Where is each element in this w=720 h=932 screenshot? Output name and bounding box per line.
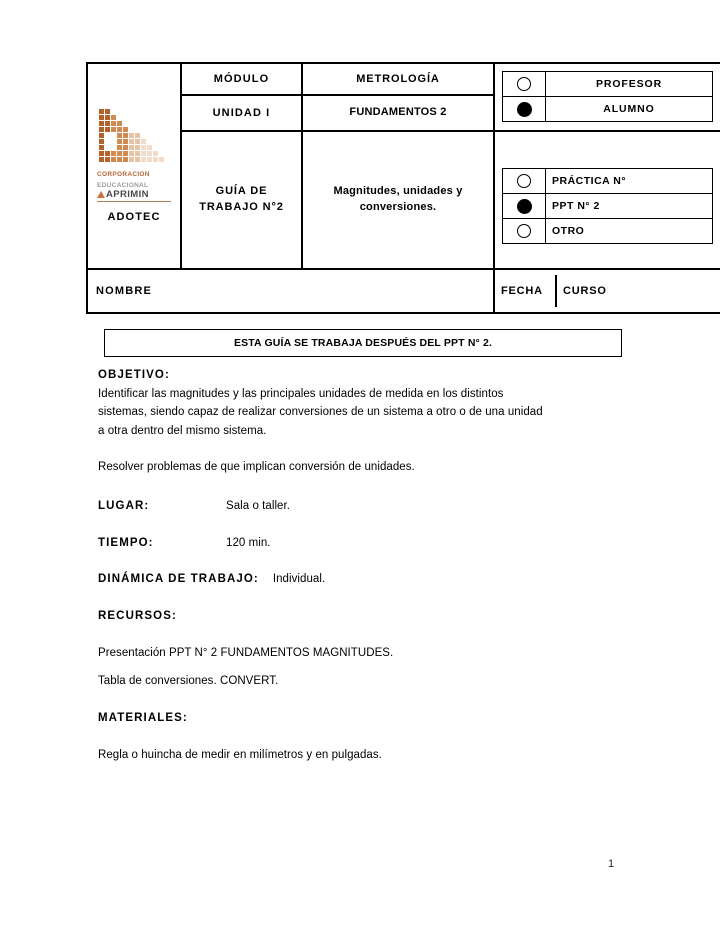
option-label-otro: OTRO — [546, 219, 713, 244]
fecha-curso-table — [495, 275, 720, 307]
spacer-after-objetivo — [98, 441, 658, 458]
audience-options-box — [502, 71, 713, 122]
logo-wordmark — [97, 168, 171, 202]
field-tiempo-key: TIEMPO: — [98, 536, 154, 549]
radio-cell-otro[interactable] — [503, 219, 546, 244]
spacer-recursos-items — [98, 662, 658, 672]
value-metrologia: METROLOGÍA — [302, 63, 494, 95]
option-row-ppt[interactable] — [503, 194, 713, 219]
field-tiempo-value: 120 min. — [226, 536, 271, 549]
label-unidad: UNIDAD I — [181, 95, 302, 131]
objetivo-line-1: Identificar las magnitudes y las principales unidades de medida en los distintos — [98, 387, 504, 400]
heading-materiales: MATERIALES: — [98, 711, 188, 724]
field-tiempo — [98, 534, 658, 553]
spacer-before-lugar — [98, 476, 658, 497]
option-row-alumno[interactable] — [503, 97, 713, 122]
header-row-modulo — [87, 63, 720, 95]
label-guia-trabajo — [181, 131, 302, 269]
guia-line-1: GUÍA DE — [215, 185, 268, 198]
option-label-alumno: ALUMNO — [546, 97, 713, 122]
field-fecha[interactable]: FECHA — [495, 275, 556, 307]
notice-text: ESTA GUÍA SE TRABAJA DESPUÉS DEL PPT N° 2. — [233, 337, 493, 349]
recursos-item-2: Tabla de conversiones. CONVERT. — [98, 675, 279, 688]
audience-options-cell — [494, 63, 720, 131]
heading-objetivo: OBJETIVO: — [98, 369, 170, 381]
triangle-icon — [97, 191, 105, 198]
logo-line-corporacion: CORPORACION — [97, 171, 150, 179]
logo-line-aprimin: APRIMIN — [97, 190, 171, 202]
spacer-after-materiales-heading — [98, 728, 658, 746]
logo-cell — [87, 63, 181, 269]
header-row-identificacion — [87, 269, 720, 313]
radio-practica-icon[interactable] — [517, 174, 531, 188]
field-dinamica-value: Individual. — [272, 573, 326, 586]
tema-line-2: conversiones. — [359, 201, 437, 213]
radio-cell-profesor[interactable] — [503, 72, 546, 97]
radio-cell-alumno[interactable] — [503, 97, 546, 122]
spacer-before-dinamica — [98, 552, 658, 570]
spacer-before-materiales — [98, 691, 658, 709]
value-guia-tema — [302, 131, 494, 269]
option-row-otro[interactable] — [503, 219, 713, 244]
objetivo-line-3: a otra dentro del mismo sistema. — [98, 424, 267, 437]
header-info-table — [86, 62, 720, 314]
fecha-curso-row — [495, 275, 720, 307]
radio-cell-ppt[interactable] — [503, 194, 546, 219]
field-lugar-key: LUGAR: — [98, 500, 150, 513]
field-dinamica-trabajo — [98, 570, 658, 589]
radio-profesor-icon[interactable] — [517, 77, 531, 91]
radio-alumno-icon[interactable] — [517, 102, 532, 117]
option-label-practica: PRÁCTICA N° — [546, 169, 713, 194]
option-row-practica[interactable] — [503, 169, 713, 194]
spacer-before-tiempo — [98, 516, 658, 534]
value-fundamentos: FUNDAMENTOS 2 — [302, 95, 494, 131]
spacer-before-recursos — [98, 589, 658, 607]
objetivo-paragraph-2: Resolver problemas de que implican conversión de unidades. — [98, 460, 415, 473]
page-number: 1 — [608, 858, 615, 870]
field-curso[interactable]: CURSO — [563, 285, 607, 297]
option-label-profesor: PROFESOR — [546, 72, 713, 97]
options-spacer — [502, 155, 713, 168]
label-modulo: MÓDULO — [181, 63, 302, 95]
option-label-ppt: PPT N° 2 — [546, 194, 713, 219]
header-row-guia — [87, 131, 720, 269]
radio-ppt-icon[interactable] — [517, 199, 532, 214]
field-fecha-curso-wrap — [494, 269, 720, 313]
materiales-item-1: Regla o huincha de medir en milímetros y en pulgadas. — [98, 748, 382, 761]
guia-line-2: TRABAJO N°2 — [199, 201, 284, 213]
spacer-after-recursos-heading — [98, 626, 658, 644]
body-content — [98, 366, 658, 764]
option-row-profesor[interactable] — [503, 72, 713, 97]
logo-line-educacional: EDUCACIONAL — [97, 182, 149, 190]
field-lugar-value: Sala o taller. — [226, 500, 290, 513]
tema-line-1: Magnitudes, unidades y — [333, 185, 463, 198]
recursos-item-1: Presentación PPT N° 2 FUNDAMENTOS MAGNITUDES. — [98, 646, 394, 659]
field-lugar — [98, 497, 658, 516]
aprimin-logo-icon — [99, 109, 169, 167]
objetivo-line-2: sistemas, siendo capaz de realizar conversiones de un sistema a otro o de una unidad — [98, 406, 543, 419]
notice-box — [104, 329, 622, 357]
activity-options-box — [502, 168, 713, 244]
org-name-adotec: ADOTEC — [107, 210, 161, 223]
radio-otro-icon[interactable] — [517, 224, 531, 238]
radio-cell-practica[interactable] — [503, 169, 546, 194]
heading-recursos: RECURSOS: — [98, 610, 177, 622]
field-nombre[interactable]: NOMBRE — [87, 269, 494, 313]
activity-options-cell — [494, 131, 720, 269]
field-dinamica-key: DINÁMICA DE TRABAJO: — [98, 573, 259, 586]
